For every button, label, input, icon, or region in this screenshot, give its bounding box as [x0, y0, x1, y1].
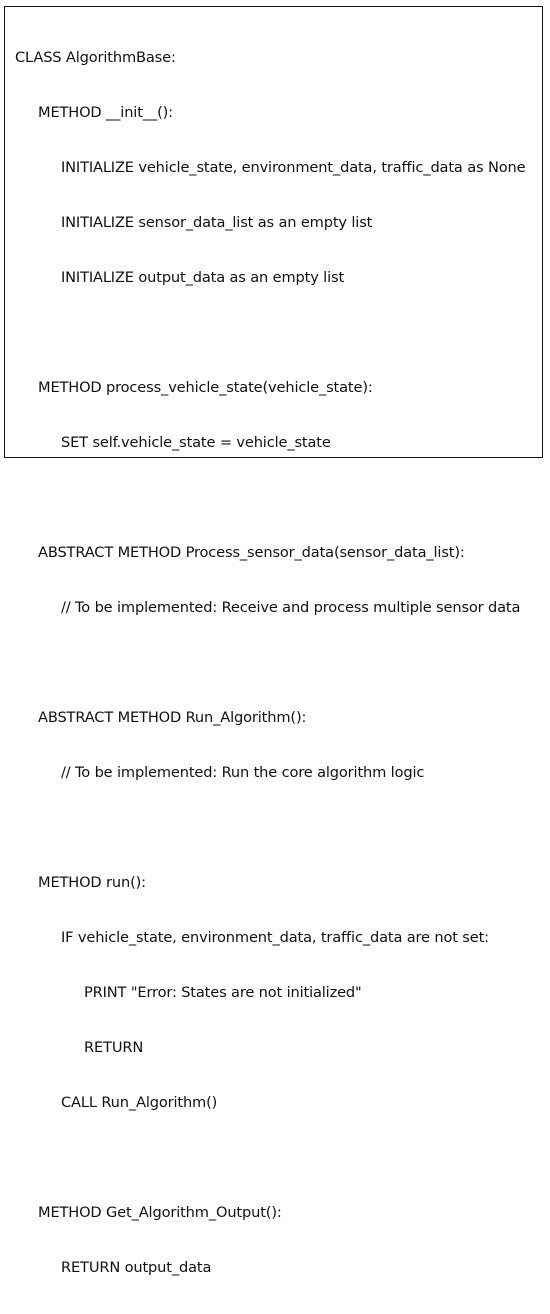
code-line-blank [15, 1149, 525, 1167]
code-line-return: RETURN [84, 1039, 144, 1057]
code-line-init-sensor-list: INITIALIZE sensor_data_list as an empty list [61, 213, 373, 231]
code-line-call-run-algorithm: CALL Run_Algorithm() [61, 1094, 218, 1112]
code-line-blank [15, 654, 525, 672]
code-line-print-error: PRINT "Error: States are not initialized" [84, 984, 362, 1002]
code-line-abstract-process-sensor: ABSTRACT METHOD Process_sensor_data(sensor_data_list): [38, 543, 465, 561]
code-line-blank [15, 819, 525, 837]
code-line-blank [15, 324, 525, 342]
code-line-init-output: INITIALIZE output_data as an empty list [61, 268, 345, 286]
code-line-comment-sensor: // To be implemented: Receive and process multiple sensor data [61, 599, 521, 616]
code-line-method-process-state: METHOD process_vehicle_state(vehicle_state): [38, 378, 373, 396]
pseudocode-text [15, 12, 525, 1314]
code-line-comment-algorithm: // To be implemented: Run the core algorithm logic [61, 764, 425, 782]
code-line-set-state: SET self.vehicle_state = vehicle_state [61, 433, 331, 451]
code-line-class-header: CLASS AlgorithmBase: [15, 48, 176, 66]
code-line-method-run: METHOD run(): [38, 874, 146, 892]
code-line-method-init: METHOD __init__(): [38, 103, 173, 121]
code-line-return-output: RETURN output_data [61, 1259, 212, 1277]
code-line-if-not-set: IF vehicle_state, environment_data, traffic_data are not set: [61, 929, 489, 947]
pseudocode-box [4, 6, 543, 1277]
code-line-abstract-run-algorithm: ABSTRACT METHOD Run_Algorithm(): [38, 709, 307, 727]
code-line-method-get-output: METHOD Get_Algorithm_Output(): [38, 1204, 282, 1222]
code-line-blank [15, 489, 525, 507]
code-line-init-states: INITIALIZE vehicle_state, environment_data, traffic_data as None [61, 158, 526, 176]
